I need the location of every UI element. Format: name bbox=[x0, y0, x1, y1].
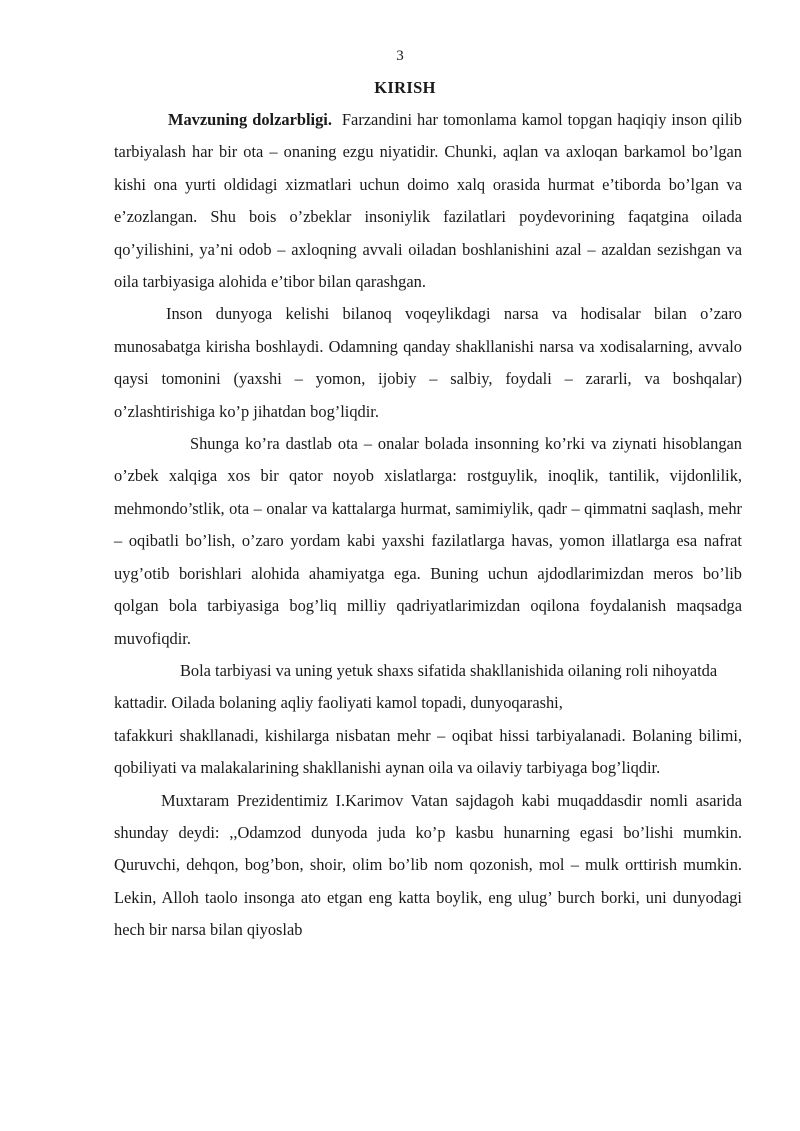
paragraph bbox=[114, 655, 742, 720]
paragraph: Inson dunyoga kelishi bilanoq voqeylikdagi narsa va hodisalar bilan o’zaro munosabatga kirisha boshlaydi. Odamning qanday shakllanishi narsa va xodisalarning, avvalo qaysi tomonini (yaxshi – yomon, ijobiy – salbiy, foydali – zararli, va boshqalar) o’zlashtirishiga ko’p jihatdan bog’liqdir. bbox=[114, 304, 742, 421]
body-text bbox=[114, 104, 742, 947]
paragraph-text: Bola tarbiyasi va uning yetuk shaxs sifatida shakllanishida oilaning roli nihoyatda kattadir. Oilada bolaning aqliy faoliyati kamol topadi, dunyoqarashi, bbox=[114, 660, 718, 713]
page-number: 3 bbox=[396, 48, 404, 64]
paragraph: Muxtaram Prezidentimiz I.Karimov Vatan sajdagoh kabi muqaddasdir nomli asarida shunday deydi: ,,Odamzod dunyoda juda ko’p kasbu hunarning egasi bo’lishi mumkin. Quruvchi, dehqon, bog’bon, shoir, olim bo’lib nom qozonish, mol – mulk orttirish mumkin. Lekin, Alloh taolo insonga ato etgan eng katta boylik, eng ulug’ burch borki, uni dunyodagi hech bir narsa bilan qiyoslab bbox=[114, 790, 742, 940]
paragraph-relevance bbox=[114, 104, 742, 298]
section-heading: KIRISH bbox=[374, 78, 436, 97]
paragraph: Shunga ko’ra dastlab ota – onalar bolada insonning ko’rki va ziynati hisoblangan o’zbek xalqiga xos bir qator noyob xislatlarga: rostguylik, inoqlik, tantilik, vijdonlilik, mehmondo’stlik, ota – onalar va kattalarga hurmat, samimiylik, qadr – qimmatni saqlash, mehr – oqibatli bo’lish, o’zaro yordam kabi yaxshi fazilatlarga havas, yomon illatlarga esa nafrat uyg’otib borishlari alohida ahamiyatga ega. Buning uchun ajdodlarimizdan meros bo’lib qolgan bola tarbiyasiga bog’liq milliy qadriyatlarimizdan oqilona foydalanish maqsadga muvofiqdir. bbox=[114, 434, 742, 648]
paragraph: tafakkuri shakllanadi, kishilarga nisbatan mehr – oqibat hissi tarbiyalanadi. Bolaning bilimi, qobiliyati va malakalarining shakllanishi aynan oila va oilaviy tarbiyaga bog’liqdir. bbox=[114, 725, 742, 778]
paragraph-text: Farzandini har tomonlama kamol topgan haqiqiy inson qilib tarbiyalash har bir ota – onaning ezgu niyatidir. Chunki, aqlan va axloqan barkamol bo’lgan kishi ona yurti oldidagi xizmatlari uchun doimo xalq orasida hurmat e’tiborda bo’lgan va e’zozlangan. Shu bois o’zbeklar insoniylik fazilatlari poydevorining faqatgina oilada qo’yilishini, ya’ni odob – axloqning avvali oiladan boshlanishini azal – azaldan sezishgan va oila tarbiyasiga alohida e’tibor bilan qarashgan. bbox=[114, 110, 742, 292]
paragraph-lead: Mavzuning dolzarbligi. bbox=[168, 110, 332, 129]
